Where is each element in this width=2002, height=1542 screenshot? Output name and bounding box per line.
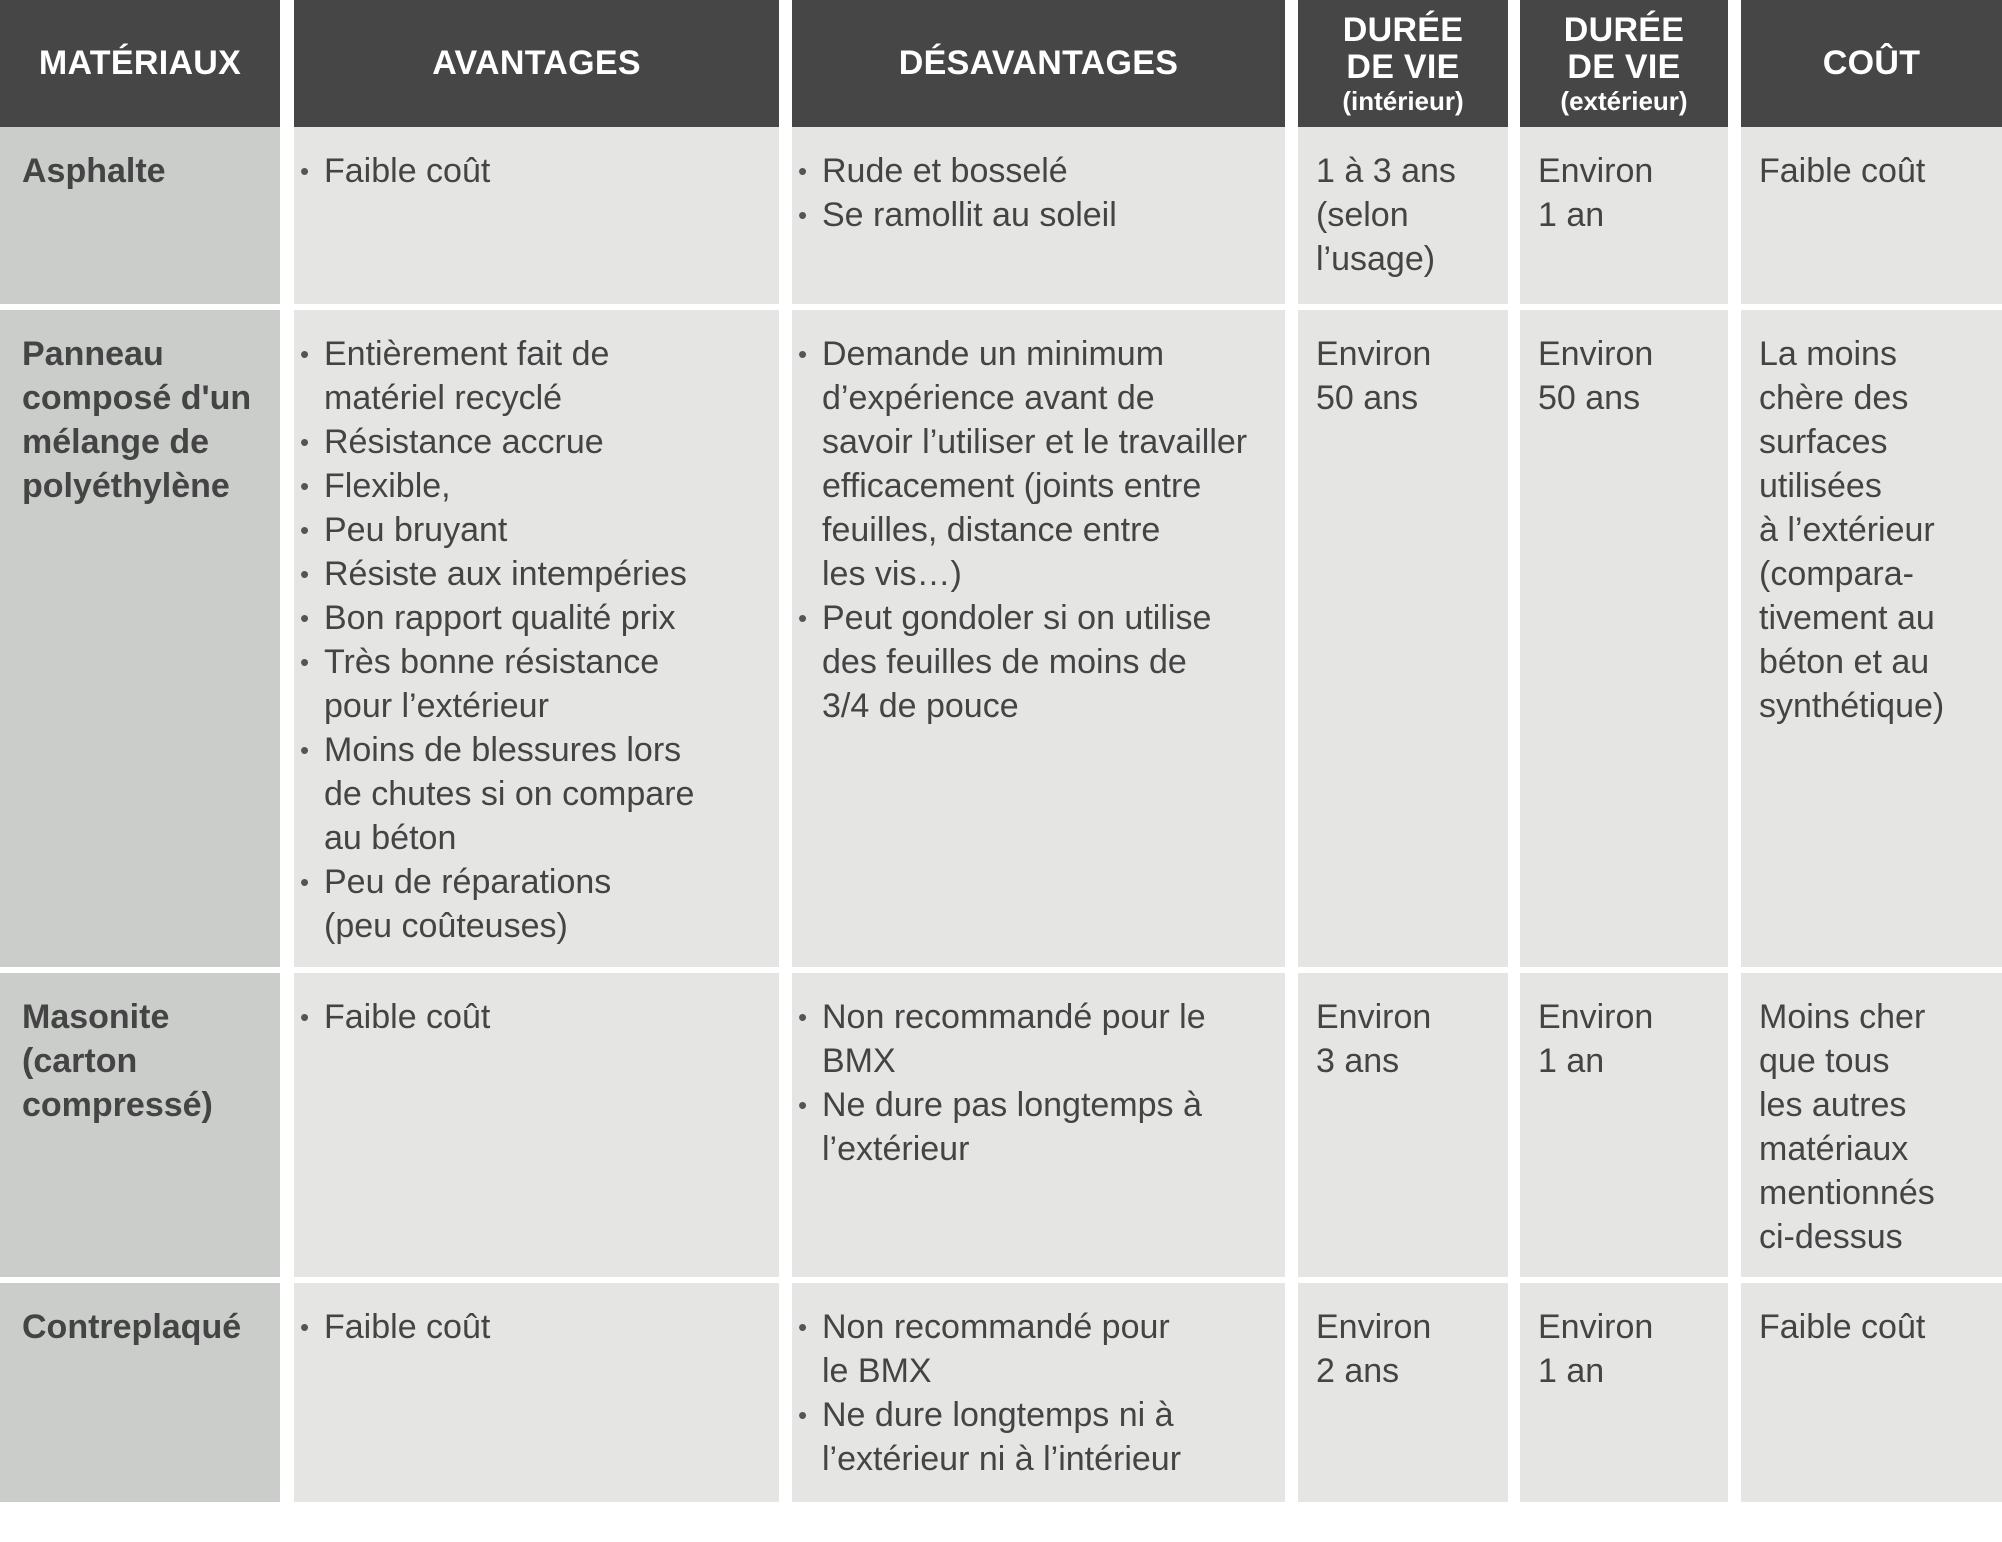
list-item: • Demande un minimum d’expérience avant de savoir l’utiliser et le travailler efficacement (joints entre feuilles, distance entre les vis…) — [792, 332, 1285, 596]
list-item: • Ne dure pas longtemps à l’extérieur — [792, 1083, 1285, 1171]
row-panneau-cost — [1741, 310, 2002, 967]
header-duree-interieur-label: DURÉE DE VIE — [1342, 10, 1464, 86]
list-item: • Non recommandé pour le BMX — [792, 1305, 1285, 1393]
cost-value: Moins cher que tous les autres matériaux mentionnés ci-dessus — [1759, 998, 1935, 1256]
row-masonite-disadvantages — [792, 973, 1285, 1277]
cost-value: Faible coût — [1759, 1308, 1926, 1346]
list-item: • Flexible, — [294, 464, 779, 508]
life-interior-value: Environ 50 ans — [1316, 335, 1432, 417]
list-item: • Résistance accrue — [294, 420, 779, 464]
row-masonite-material: Masonite (carton compressé) — [0, 973, 280, 1277]
list-item: • Moins de blessures lors de chutes si on compare au béton — [294, 728, 779, 860]
row-masonite-life-interior — [1298, 973, 1508, 1277]
header-duree-exterieur-sublabel: (extérieur) — [1560, 85, 1688, 116]
advantages-list — [294, 1305, 779, 1349]
list-item: • Bon rapport qualité prix — [294, 596, 779, 640]
row-panneau-life-exterior — [1520, 310, 1728, 967]
header-duree-exterieur — [1520, 0, 1728, 127]
header-materiaux — [0, 0, 280, 127]
life-interior-value: Environ 2 ans — [1316, 1308, 1432, 1390]
list-item: • Peut gondoler si on utilise des feuilles de moins de 3/4 de pouce — [792, 596, 1285, 728]
row-asphalte-cost — [1741, 127, 2002, 304]
row-contreplaque-advantages — [294, 1283, 779, 1502]
header-desavantages-label: DÉSAVANTAGES — [898, 44, 1179, 82]
row-masonite-advantages — [294, 973, 779, 1277]
row-asphalte-life-interior — [1298, 127, 1508, 304]
header-desavantages — [792, 0, 1285, 127]
life-exterior-value: Environ 1 an — [1538, 152, 1654, 234]
life-exterior-value: Environ 50 ans — [1538, 335, 1654, 417]
list-item: • Ne dure longtemps ni à l’extérieur ni à l’intérieur — [792, 1393, 1285, 1481]
list-item: • Se ramollit au soleil — [792, 193, 1285, 237]
row-asphalte-material: Asphalte — [0, 127, 280, 304]
life-interior-value: Environ 3 ans — [1316, 998, 1432, 1080]
row-panneau-advantages — [294, 310, 779, 967]
cost-value: Faible coût — [1759, 152, 1926, 190]
disadvantages-list — [792, 1305, 1285, 1481]
row-contreplaque-cost — [1741, 1283, 2002, 1502]
header-cout — [1741, 0, 2002, 127]
life-exterior-value: Environ 1 an — [1538, 998, 1654, 1080]
life-exterior-value: Environ 1 an — [1538, 1308, 1654, 1390]
header-materiaux-label: MATÉRIAUX — [38, 44, 242, 82]
disadvantages-list — [792, 149, 1285, 237]
row-asphalte-life-exterior — [1520, 127, 1728, 304]
header-duree-interieur — [1298, 0, 1508, 127]
disadvantages-list — [792, 995, 1285, 1171]
header-duree-interieur-sublabel: (intérieur) — [1342, 85, 1464, 116]
row-panneau-disadvantages — [792, 310, 1285, 967]
list-item: • Peu bruyant — [294, 508, 779, 552]
row-panneau-material: Panneau composé d'un mélange de polyéthylène — [0, 310, 280, 967]
advantages-list — [294, 332, 779, 948]
header-cout-label: COÛT — [1822, 44, 1921, 82]
row-contreplaque-disadvantages — [792, 1283, 1285, 1502]
list-item: • Résiste aux intempéries — [294, 552, 779, 596]
disadvantages-list — [792, 332, 1285, 728]
list-item: • Rude et bosselé — [792, 149, 1285, 193]
list-item: • Faible coût — [294, 1305, 779, 1349]
life-interior-value: 1 à 3 ans (selon l’usage) — [1316, 152, 1456, 278]
row-asphalte-advantages — [294, 127, 779, 304]
advantages-list — [294, 995, 779, 1039]
row-contreplaque-life-exterior — [1520, 1283, 1728, 1502]
list-item: • Entièrement fait de matériel recyclé — [294, 332, 779, 420]
list-item: • Faible coût — [294, 149, 779, 193]
advantages-list — [294, 149, 779, 193]
header-avantages — [294, 0, 779, 127]
list-item: • Peu de réparations (peu coûteuses) — [294, 860, 779, 948]
row-masonite-life-exterior — [1520, 973, 1728, 1277]
list-item: • Très bonne résistance pour l’extérieur — [294, 640, 779, 728]
row-contreplaque-material: Contreplaqué — [0, 1283, 280, 1502]
header-duree-exterieur-label: DURÉE DE VIE — [1563, 10, 1685, 86]
list-item: • Faible coût — [294, 995, 779, 1039]
cost-value: La moins chère des surfaces utilisées à l’extérieur (compara- tivement au béton et au synthétique) — [1759, 335, 1945, 725]
row-contreplaque-life-interior — [1298, 1283, 1508, 1502]
row-asphalte-disadvantages — [792, 127, 1285, 304]
row-panneau-life-interior — [1298, 310, 1508, 967]
list-item: • Non recommandé pour le BMX — [792, 995, 1285, 1083]
row-masonite-cost — [1741, 973, 2002, 1277]
header-avantages-label: AVANTAGES — [432, 44, 641, 82]
